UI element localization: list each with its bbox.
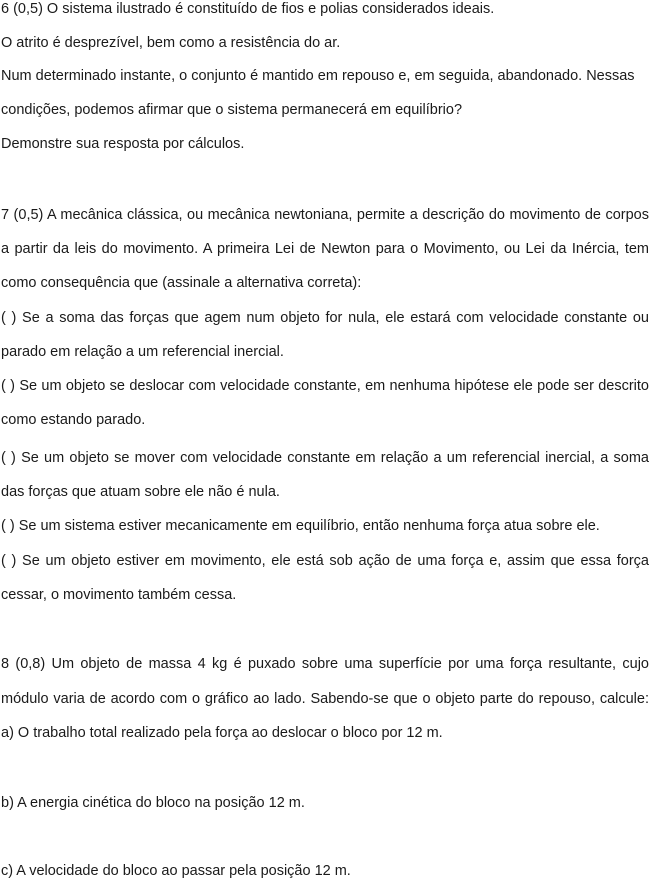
q8-item-b: b) A energia cinética do bloco na posição 12 m. <box>1 795 305 811</box>
q8-line-2: módulo varia de acordo com o gráfico ao lado. Sabendo-se que o objeto parte do repouso, calcule: <box>1 691 649 707</box>
q7-option-2-line-1: ( ) Se um objeto se deslocar com velocidade constante, em nenhuma hipótese ele pode ser descrito <box>1 378 649 394</box>
q7-option-3-line-2: das forças que atuam sobre ele não é nula. <box>1 484 280 500</box>
q8-item-c: c) A velocidade do bloco ao passar pela posição 12 m. <box>1 863 351 879</box>
q7-option-4-line-1: ( ) Se um sistema estiver mecanicamente em equilíbrio, então nenhuma força atua sobre ele. <box>1 518 600 534</box>
q7-option-3-line-1: ( ) Se um objeto se mover com velocidade constante em relação a um referencial inercial, a soma <box>1 450 649 466</box>
q6-line-3: Num determinado instante, o conjunto é mantido em repouso e, em seguida, abandonado. Nessas <box>1 68 635 84</box>
q8-item-a: a) O trabalho total realizado pela força ao deslocar o bloco por 12 m. <box>1 725 443 741</box>
q6-line-4: condições, podemos afirmar que o sistema permanecerá em equilíbrio? <box>1 102 463 118</box>
q7-line-3: como consequência que (assinale a alternativa correta): <box>1 275 362 291</box>
q6-line-2: O atrito é desprezível, bem como a resistência do ar. <box>1 35 341 51</box>
q7-option-5-line-1: ( ) Se um objeto estiver em movimento, ele está sob ação de uma força e, assim que essa força <box>1 553 649 569</box>
q7-option-5-line-2: cessar, o movimento também cessa. <box>1 587 237 603</box>
q6-line-5: Demonstre sua resposta por cálculos. <box>1 136 245 152</box>
q7-line-1: 7 (0,5) A mecânica clássica, ou mecânica newtoniana, permite a descrição do movimento de corpos <box>1 207 649 223</box>
q7-option-1-line-1: ( ) Se a soma das forças que agem num objeto for nula, ele estará com velocidade constante ou <box>1 310 649 326</box>
q7-line-2: a partir da leis do movimento. A primeira Lei de Newton para o Movimento, ou Lei da Inércia, tem <box>1 241 649 257</box>
q7-option-2-line-2: como estando parado. <box>1 412 146 428</box>
q7-option-1-line-2: parado em relação a um referencial inercial. <box>1 344 284 360</box>
q6-line-1: 6 (0,5) O sistema ilustrado é constituído de fios e polias considerados ideais. <box>1 1 495 17</box>
q8-line-1: 8 (0,8) Um objeto de massa 4 kg é puxado sobre uma superfície por uma força resultante, cujo <box>1 656 649 672</box>
